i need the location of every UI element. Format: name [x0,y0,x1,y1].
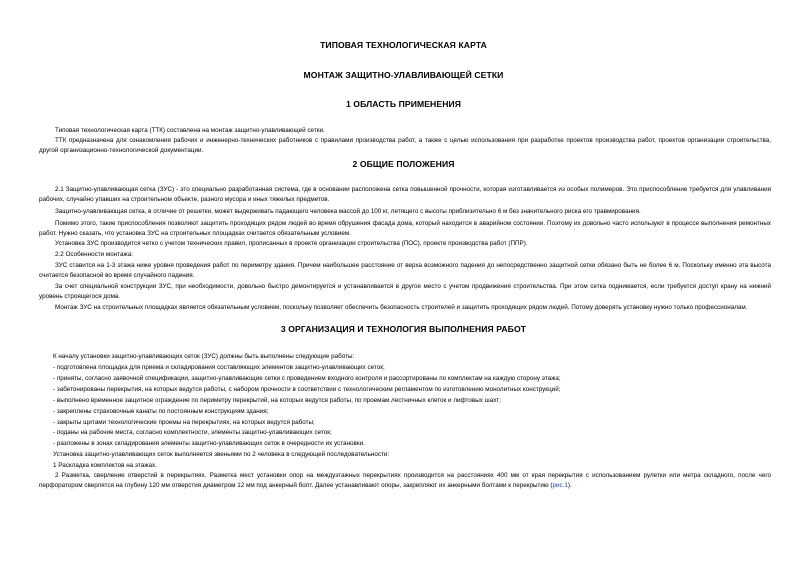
section-2-paragraph: Помимо этого, такие приспособления позволяют защитить проходящих рядом людей во время обрушения фасада дома, который находится в аварийном состоянии. Поэтому их довольно часто используют в процессе выполнения ремонтных работ. Нужно сказать, что установка ЗУС на строительных площадках считается обязательным условием. [39,220,771,238]
section-3-line: - забетонированы перекрытия, на которых ведутся работы, с набором прочности в соответствии с технологическим регламентом по изготовлению монолитных конструкций; [53,386,561,393]
section-2-paragraph: ЗУС ставится на 1-3 этажа ниже уровня проведения работ по периметру здания. Причем наибольшее расстояние от верха возможного падения до непосредственно защитной сетки обязано быть не более 6 м. Поскольку именно эта высота считается безопасной во время случайного падения. [39,262,771,280]
section-3-paragraph: 2 Разметка, сверление отверстий в перекрытиях. Разметка мест установки опор на междуэтажных перекрытиях производится на расстояниях 400 мм от края перекрытия с использованием рулетки или метра складного, после чего перфоратором сверлятся на глубину 120 мм отверстия диаметром 12 мм под анкерный болт. Далее устанавливают опоры, закрепляют их анкерными болтами к перекрытию (рис.1). [39,472,771,490]
section-3-line: - поданы на рабочие места, согласно комплектности, элементы защитно-улавливающих сеток; [53,429,332,436]
section-3-line: - разложены в зонах складирования элементы защитно-улавливающих сеток в очередности их установки. [53,440,365,447]
section-1-heading: 1 ОБЛАСТЬ ПРИМЕНЕНИЯ [345,99,462,109]
doc-subtitle: МОНТАЖ ЗАЩИТНО-УЛАВЛИВАЮЩЕЙ СЕТКИ [303,70,504,80]
section-2-paragraph: Монтаж ЗУС на строительных площадках является обязательным условием, поскольку позволяет обеспечить безопасность строителей и защитить проходящих рядом людей. Потому доверять установку нужно только профессионалам. [55,304,748,311]
section-2-paragraph: 2.1 Защитно-улавливающая сетка (ЗУС) - это специально разработанная система, где в основании расположена сетка повышенной прочности, которая изготавливается из особых полимеров. Это приспособление требуется для улавливания рабочих, случайно упавших на строительном объекте, разного мусора и иных тяжелых предметов. [39,186,771,204]
section-3-line: К началу установки защитно-улавливающих сеток (ЗУС) должны быть выполнены следующие работы: [53,353,355,360]
section-3-line: Установка защитно-улавливающих сеток выполняется звеньями по 2 человека в следующей последовательности: [53,451,390,458]
section-3-line: - выполнено временное защитное ограждение по периметру перекрытий, на которых ведутся работы, по проемам лестничных клеток и лифтовых шахт; [53,397,501,404]
doc-title: ТИПОВАЯ ТЕХНОЛОГИЧЕСКАЯ КАРТА [320,40,487,50]
section-3-heading: 3 ОРГАНИЗАЦИЯ И ТЕХНОЛОГИЯ ВЫПОЛНЕНИЯ РАБОТ [280,324,527,334]
section-3-line: - подготовлена площадка для приема и складирования составляющих элементов защитно-улавливающих сеток; [53,364,385,371]
section-1-paragraph: ТТК предназначена для ознакомления рабочих и инженерно-технических работников с правилами производства работ, а также с целью использования при разработке проектов производства работ, проектов организации строительства, другой организационно-технологической документации. [39,137,771,155]
figure-1-link[interactable]: рис.1 [552,482,568,490]
section-2-paragraph: За счет специальной конструкции ЗУС, при необходимости, довольно быстро демонтируется и устанавливается в другое место с учетом продвижения строительства. При этом сетка поднимается, если требуется доступ крану на нижний уровень строящегося дома. [39,283,771,301]
section-3-line: - закрыты щитами технологические проемы на перекрытиях, на которых ведутся работы; [53,419,315,426]
section-1-paragraph: Типовая технологическая карта (ТТК) составлена на монтаж защитно-улавливающей сетки. [55,127,325,134]
section-2-paragraph: Защитно-улавливающая сетка, в отличие от решетки, может выдерживать падающего человека массой до 100 кг, летящего с высоты приблизительно 6 м без значительного риска его травмирования. [55,208,641,215]
section-3-line: - приняты, согласно заявочной спецификации, защитно-улавливающие сетки с проведением входного контроля и рассортированы по комплектам на каждую сторону этажа; [53,375,561,382]
section-3-line: - закреплены страховочные канаты по постоянным конструкциям здания; [53,408,269,415]
section-2-paragraph: Установка ЗУС производится четко с учетом технических правил, прописанных в проекте организации строительства (ПОС), проекте производства работ (ППР). [55,240,528,247]
section-2-paragraph: 2.2 Особенности монтажа: [55,251,134,258]
section-2-heading: 2 ОБЩИЕ ПОЛОЖЕНИЯ [352,159,455,169]
section-3-line: 1 Раскладка комплектов на этажах. [53,462,157,469]
